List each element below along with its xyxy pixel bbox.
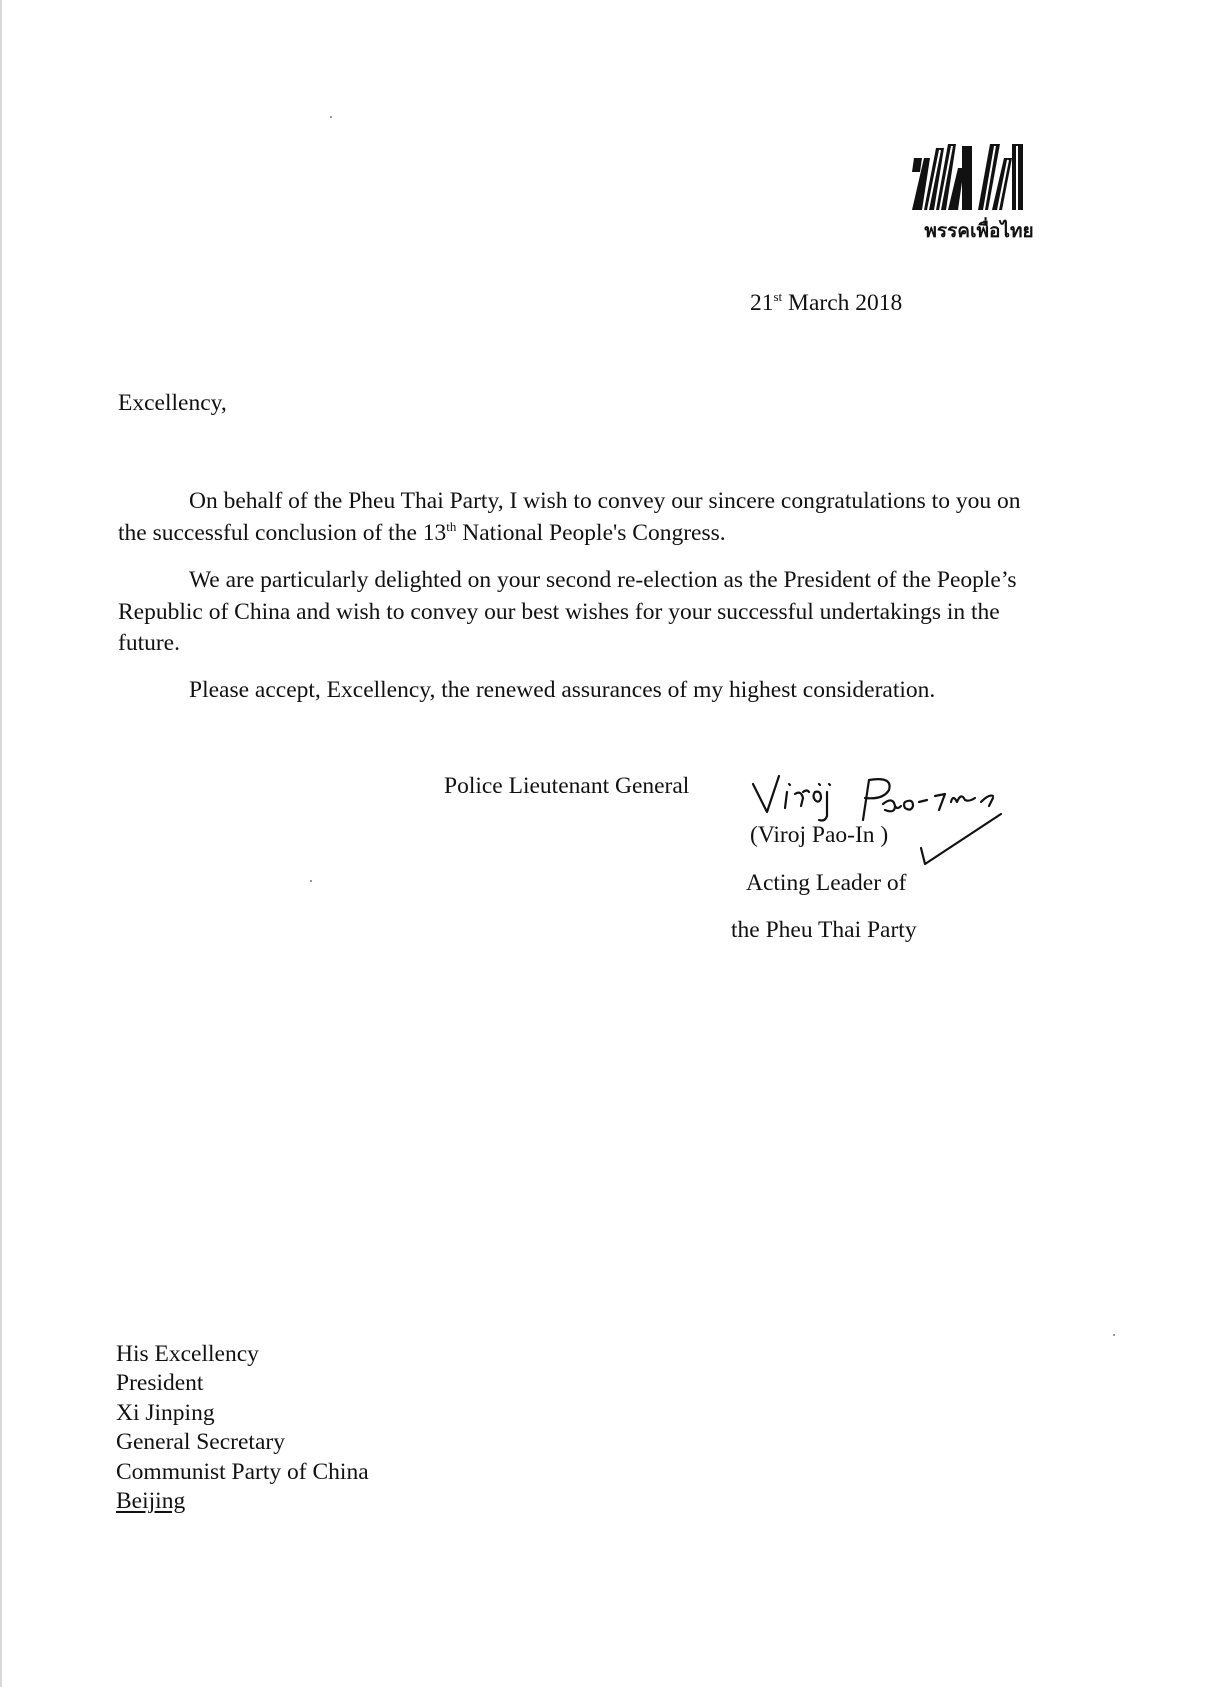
party-name-thai: พรรคเพื่อไทย	[924, 220, 1034, 242]
paragraph-2-line-3: future.	[118, 630, 180, 656]
scan-speck	[330, 116, 332, 118]
addressee-line-4: General Secretary	[116, 1429, 285, 1455]
addressee-line-3: Xi Jinping	[116, 1400, 215, 1426]
party-logo-mark	[900, 138, 1058, 216]
signatory-rank: Police Lieutenant General	[444, 773, 690, 799]
letter-date	[750, 288, 902, 318]
signatory-title-line-1: Acting Leader of	[746, 870, 907, 896]
addressee-line-1: His Excellency	[116, 1341, 259, 1367]
paragraph-1-line-2-pre: the successful conclusion of the 13	[118, 520, 447, 546]
paragraph-2-line-2: Republic of China and wish to convey our best wishes for your successful undertakings in the	[118, 599, 1000, 625]
date-day: 21	[750, 290, 774, 316]
addressee-line-6: Beijing	[116, 1488, 186, 1514]
date-day-suffix: st	[773, 289, 783, 304]
signatory-name: (Viroj Pao-In )	[750, 822, 889, 848]
date-month-year: March 2018	[788, 290, 903, 316]
paragraph-3-line-1: Please accept, Excellency, the renewed assurances of my highest consideration.	[189, 677, 936, 703]
paragraph-1-line-2-post: National People's Congress.	[456, 520, 726, 546]
paragraph-1-line-2	[118, 518, 726, 548]
paragraph-2-line-1: We are particularly delighted on your second re-election as the President of the People’s	[189, 567, 1017, 593]
addressee-line-5: Communist Party of China	[116, 1459, 369, 1485]
party-logo	[900, 138, 1058, 248]
page-edge	[0, 0, 2, 1687]
salutation: Excellency,	[118, 390, 227, 416]
handwritten-signature	[745, 762, 1035, 872]
addressee-line-2: President	[116, 1370, 204, 1396]
scan-speck	[1113, 1334, 1115, 1336]
scan-speck	[310, 880, 312, 882]
paragraph-1-ordinal-suffix: th	[446, 519, 457, 534]
signatory-title-line-2: the Pheu Thai Party	[731, 917, 917, 943]
paragraph-1-line-1: On behalf of the Pheu Thai Party, I wish to convey our sincere congratulations to you on	[189, 488, 1021, 514]
